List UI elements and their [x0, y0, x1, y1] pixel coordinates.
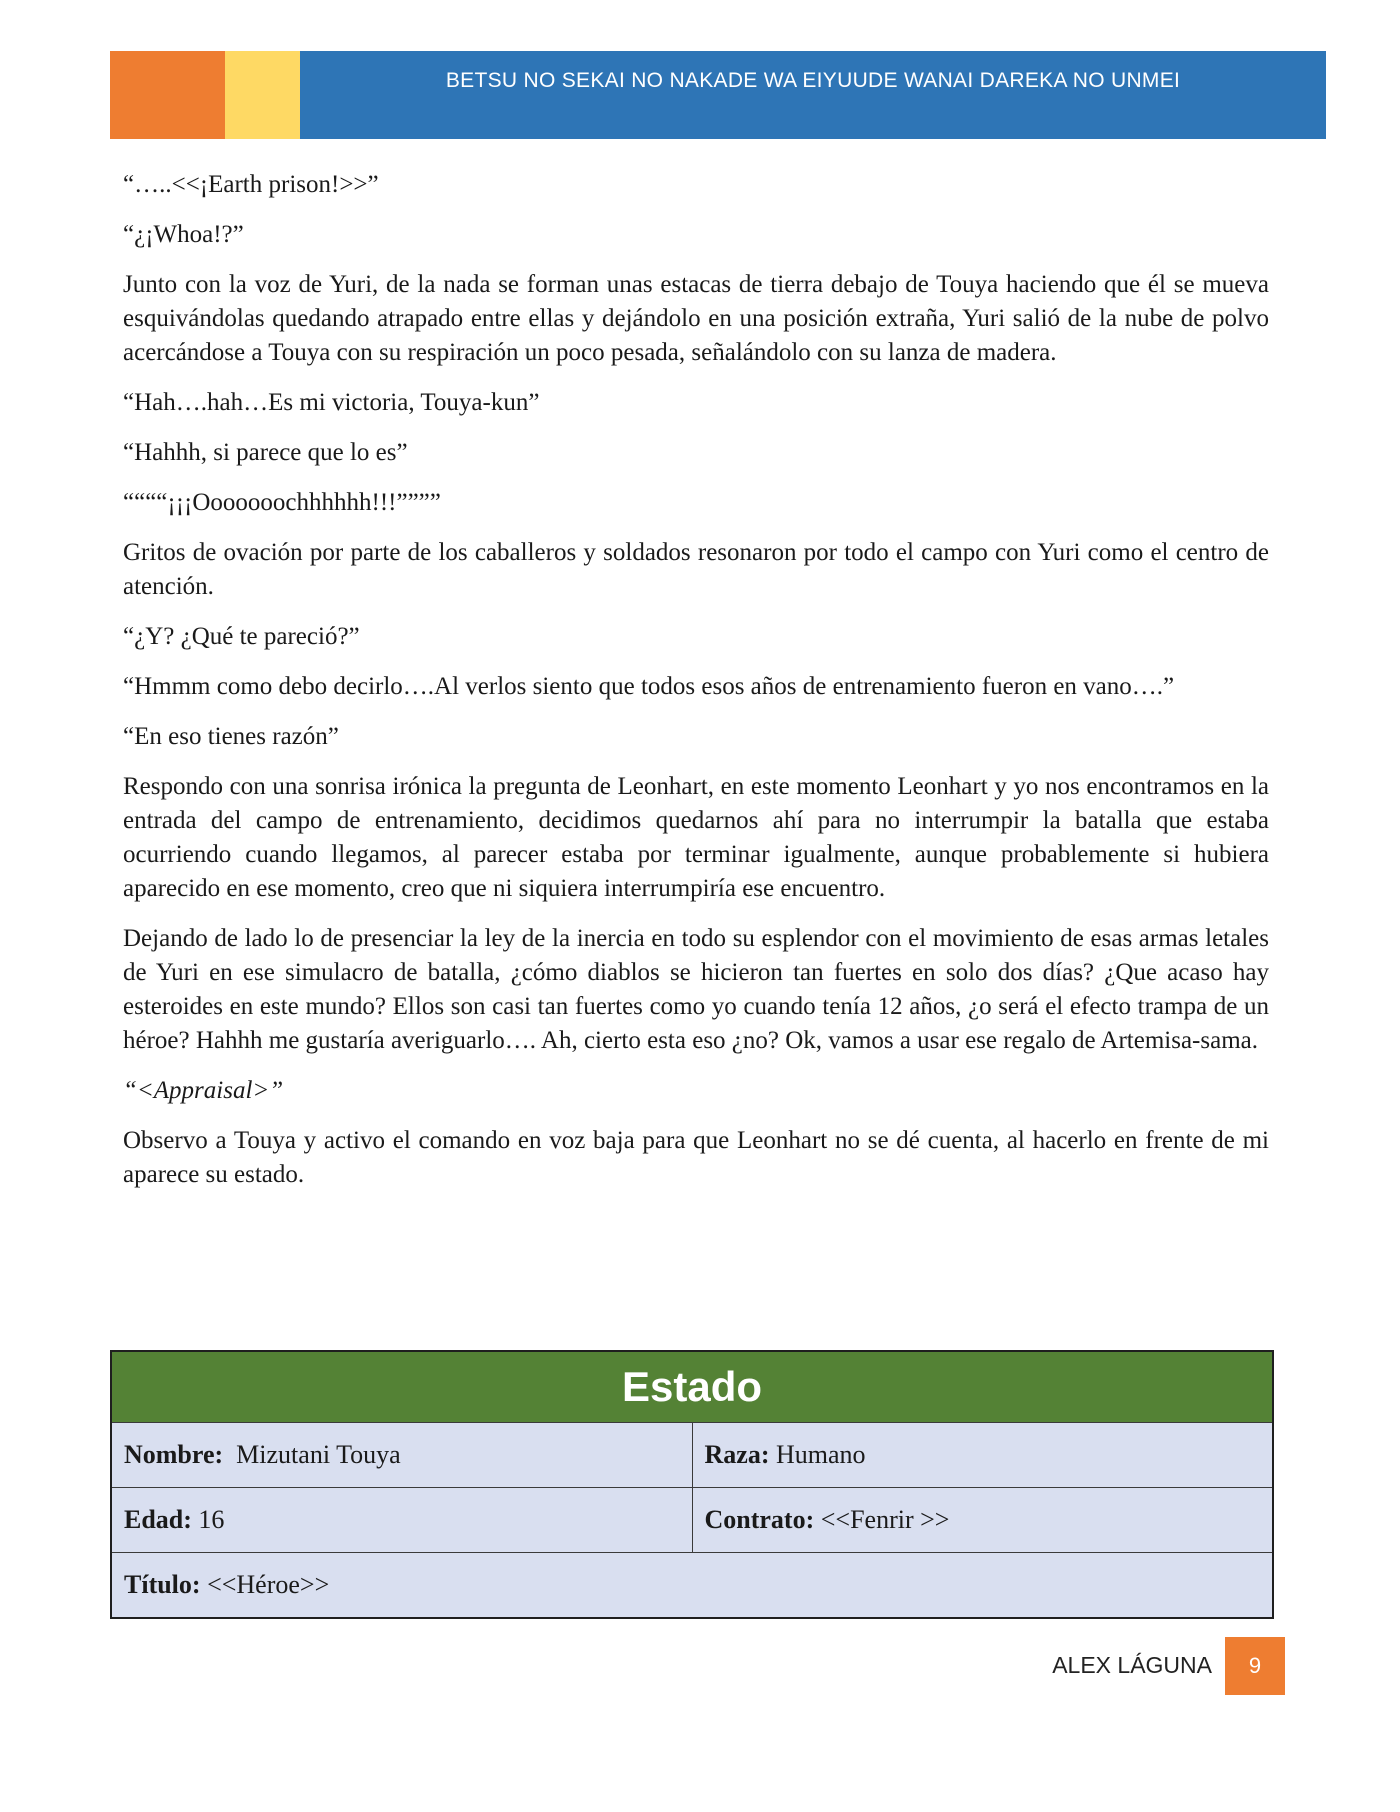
title-value: <<Héroe>>	[207, 1570, 330, 1599]
status-cell-title	[111, 1553, 1273, 1619]
status-row	[111, 1488, 1273, 1553]
page-number: 9	[1225, 1637, 1285, 1695]
paragraph: “…..<<¡Earth prison!>>”	[123, 171, 379, 198]
status-cell-contract	[692, 1488, 1273, 1553]
contract-value: <<Fenrir >>	[820, 1505, 950, 1534]
race-value: Humano	[775, 1440, 866, 1469]
status-cell-race	[692, 1423, 1273, 1488]
header-yellow-block	[225, 51, 300, 139]
status-title: Estado	[111, 1351, 1273, 1423]
header-title: BETSU NO SEKAI NO NAKADE WA EIYUUDE WANAI DAREKA NO UNMEI	[300, 51, 1326, 139]
paragraph: Dejando de lado lo de presenciar la ley de la inercia en todo su esplendor con el movimiento de esas armas letales de Yuri en ese simulacro de batalla, ¿cómo diablos se hicieron tan fuertes en solo dos días? ¿Que acaso hay esteroides en este mundo? Ellos son casi tan fuertes como yo cuando tenía 12 años, ¿o será el efecto trampa de un héroe? Hahhh me gustaría averiguarlo…. Ah, cierto esta eso ¿no? Ok, vamos a usar ese regalo de Artemisa-sama.	[123, 925, 1269, 1054]
age-label: Edad:	[124, 1505, 192, 1534]
status-table	[110, 1350, 1274, 1619]
paragraph: Junto con la voz de Yuri, de la nada se forman unas estacas de tierra debajo de Touya haciendo que él se mueva esquivándolas quedando atrapado entre ellas y dejándolo en una posición extraña, Yuri salió de la nube de polvo acercándose a Touya con su respiración un poco pesada, señalándolo con su lanza de madera.	[123, 271, 1269, 366]
footer-author: ALEX LÁGUNA	[1052, 1652, 1212, 1678]
status-row	[111, 1553, 1273, 1619]
paragraph: Respondo con una sonrisa irónica la pregunta de Leonhart, en este momento Leonhart y yo nos encontramos en la entrada del campo de entrenamiento, decidimos quedarnos ahí para no interrumpir la batalla que estaba ocurriendo cuando llegamos, al parecer estaba por terminar igualmente, aunque probablemente si hubiera aparecido en ese momento, creo que ni siquiera interrumpiría ese encuentro.	[123, 773, 1269, 902]
paragraph: Gritos de ovación por parte de los caballeros y soldados resonaron por todo el campo con Yuri como el centro de atención.	[123, 539, 1269, 600]
paragraph: “Hah….hah…Es mi victoria, Touya-kun”	[123, 389, 540, 416]
page-header	[110, 51, 1326, 139]
title-label: Título:	[124, 1570, 201, 1599]
status-row	[111, 1423, 1273, 1488]
paragraph: “Hahhh, si parece que lo es”	[123, 439, 408, 466]
status-title-row	[111, 1351, 1273, 1423]
status-cell-age	[111, 1488, 692, 1553]
race-label: Raza:	[704, 1440, 770, 1469]
paragraph: “¿¡Whoa!?”	[123, 221, 244, 248]
paragraph: ““““¡¡¡Ooooooochhhhhh!!!””””	[123, 489, 441, 516]
status-cell-name	[111, 1423, 692, 1488]
paragraph-appraisal: “<Appraisal>”	[123, 1077, 284, 1104]
contract-label: Contrato:	[704, 1505, 815, 1534]
header-orange-block	[110, 51, 225, 139]
age-value: 16	[198, 1505, 225, 1534]
paragraph: “¿Y? ¿Qué te pareció?”	[123, 623, 360, 650]
name-label: Nombre:	[124, 1440, 224, 1469]
paragraph: “En eso tienes razón”	[123, 723, 339, 750]
body-text	[123, 168, 1269, 1208]
name-value: Mizutani Touya	[236, 1440, 401, 1469]
paragraph: Observo a Touya y activo el comando en voz baja para que Leonhart no se dé cuenta, al hacerlo en frente de mi aparece su estado.	[123, 1127, 1269, 1188]
paragraph: “Hmmm como debo decirlo….Al verlos siento que todos esos años de entrenamiento fueron en vano….”	[123, 673, 1175, 700]
